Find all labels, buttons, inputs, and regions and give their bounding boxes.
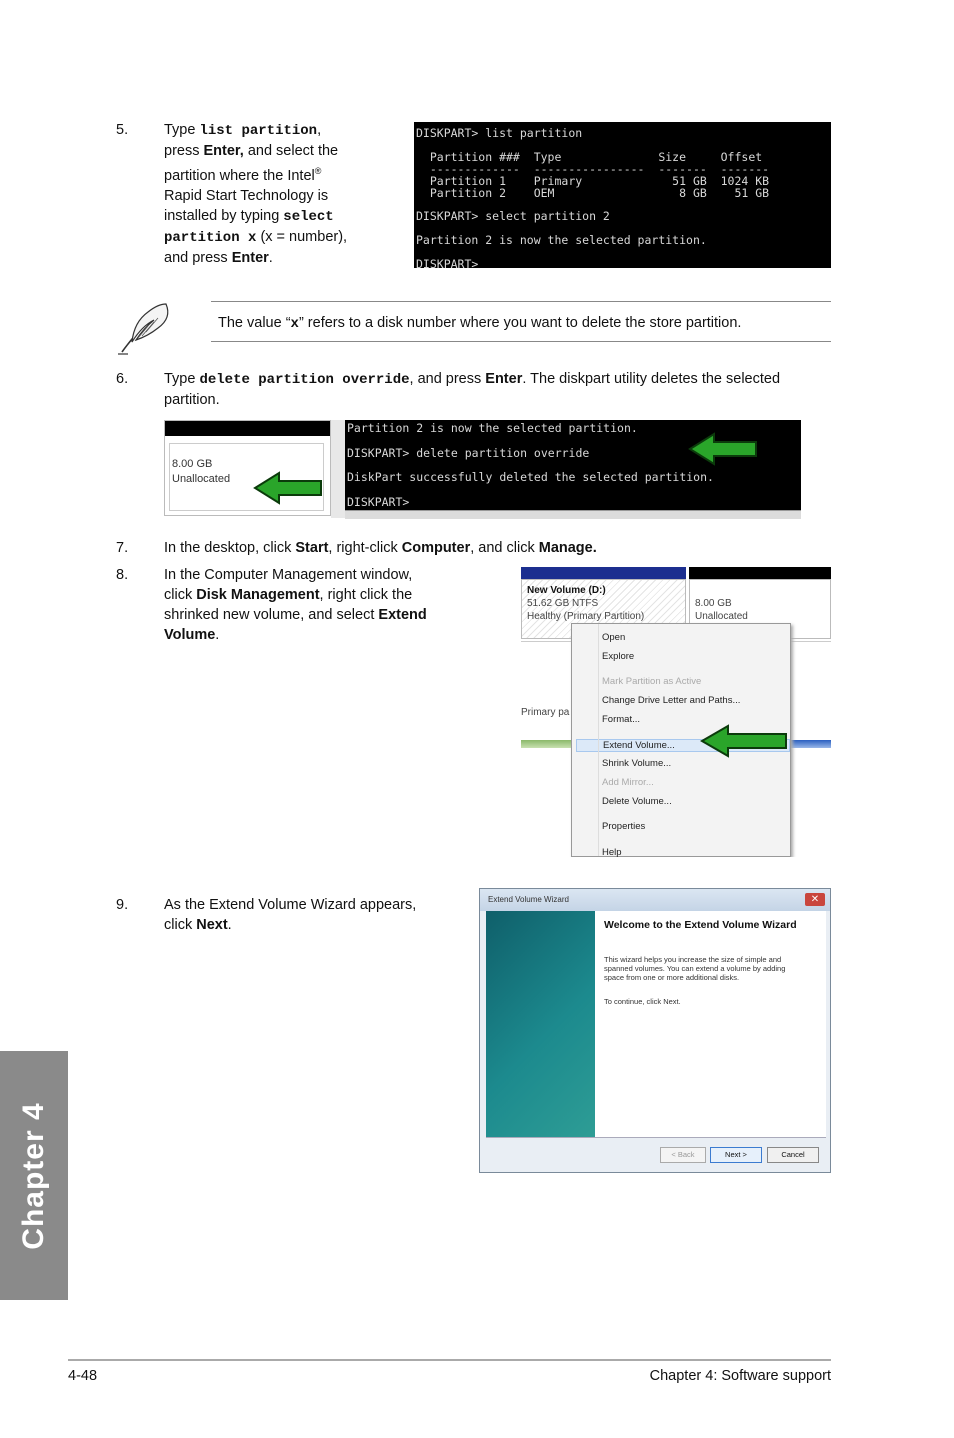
step-line xyxy=(164,141,347,161)
next-button[interactable]: Next > xyxy=(710,1147,762,1163)
divider xyxy=(331,420,346,518)
step-text-run: shrinked new volume, and select xyxy=(164,607,379,623)
terminal-line: DISKPART> xyxy=(416,256,479,268)
terminal-line: DISKPART> xyxy=(347,494,410,509)
step-text-run: Type xyxy=(164,122,200,138)
step-text-run: . xyxy=(268,249,273,266)
step-line xyxy=(164,605,427,625)
arrow-left-icon xyxy=(688,432,760,466)
disk-status: Unallocated xyxy=(172,473,231,485)
chapter-tab-label: Chapter 4 xyxy=(17,1101,50,1250)
step-number: 6. xyxy=(116,371,129,387)
step-line xyxy=(164,585,427,605)
disk-management-screenshot xyxy=(521,567,831,857)
step-number: 9. xyxy=(116,897,129,913)
wizard-content xyxy=(595,911,826,1137)
step-text-run: and press xyxy=(164,249,232,266)
note-text: The value “x” refers to a disk number where you want to delete the store partition. xyxy=(218,315,742,332)
step-text-run: Start xyxy=(295,540,329,556)
terminal-line: DISKPART> list partition xyxy=(416,126,583,140)
note-feather-icon xyxy=(114,298,174,356)
extend-volume-wizard-window xyxy=(479,888,831,1173)
step-text-run: Enter xyxy=(231,249,269,266)
chapter-tab xyxy=(0,1051,68,1300)
menu-item[interactable]: Format... xyxy=(602,714,641,725)
step-text-run: . xyxy=(227,917,232,933)
arrow-left-icon xyxy=(253,471,325,505)
step-line xyxy=(164,625,427,645)
step-text xyxy=(164,565,427,645)
wizard-titlebar xyxy=(480,889,830,911)
step-text-run: (x = number), xyxy=(256,228,348,245)
wizard-description: This wizard helps you increase the size of simple and spanned volumes. You can extend a volume by adding space from one or more additional disks. xyxy=(604,955,786,982)
step-text-run: partition where the Intel xyxy=(164,167,315,184)
step-number: 8. xyxy=(116,567,129,583)
back-button[interactable]: < Back xyxy=(660,1147,706,1163)
step-line xyxy=(164,206,347,227)
terminal-list-partition xyxy=(414,122,831,268)
arrow-left-icon xyxy=(700,724,790,758)
terminal-line: Partition 2 is now the selected partition. xyxy=(347,421,638,435)
step-line xyxy=(164,915,416,935)
step-line xyxy=(164,895,416,915)
step-text-run: Disk Management xyxy=(196,587,320,603)
terminal-line: Partition ### Type Size Offset xyxy=(416,149,763,164)
menu-item[interactable]: Explore xyxy=(602,651,635,662)
step-text-run: Manage. xyxy=(538,540,597,556)
disk-unallocated-panel xyxy=(164,420,331,516)
menu-item[interactable]: Open xyxy=(602,632,626,643)
step-line xyxy=(164,390,780,410)
step-text-run: Next xyxy=(196,917,228,933)
footer-rule xyxy=(68,1359,831,1361)
step-line xyxy=(164,248,347,268)
wizard-heading: Welcome to the Extend Volume Wizard xyxy=(604,919,797,931)
step-text-run: , and press xyxy=(409,371,486,387)
step-text-run: ® xyxy=(314,166,322,176)
wizard-continue-text: To continue, click Next. xyxy=(604,997,681,1006)
terminal-line: DiskPart successfully deleted the selected partition. xyxy=(347,470,714,485)
step-text-run: , right click the xyxy=(319,587,413,603)
step-number: 5. xyxy=(116,122,129,138)
step-text-run: delete partition override xyxy=(199,372,410,388)
disk-size: 8.00 GB xyxy=(172,458,213,470)
step-text-run: and select the xyxy=(243,143,339,159)
step-text-run: , and click xyxy=(470,540,539,556)
step-text-run: partition x xyxy=(164,229,257,246)
step-line xyxy=(164,227,347,248)
scroll-strip xyxy=(345,510,801,519)
step-text-run: installed by typing xyxy=(164,207,284,224)
step-text-run: Type xyxy=(164,371,200,387)
step-text-run: Enter, xyxy=(203,143,244,159)
menu-item[interactable]: Mark Partition as Active xyxy=(602,676,702,687)
close-icon[interactable]: ✕ xyxy=(805,893,825,906)
terminal-line: Partition 2 OEM 8 GB 51 GB xyxy=(416,185,770,200)
step-text-run: Volume xyxy=(164,627,216,643)
wizard-banner xyxy=(486,911,595,1137)
step-line xyxy=(164,120,347,141)
menu-item[interactable]: Change Drive Letter and Paths... xyxy=(602,695,741,706)
terminal-line: DISKPART> select partition 2 xyxy=(416,209,610,224)
step-text xyxy=(164,895,416,935)
step-line xyxy=(164,565,427,585)
step-text-run: click xyxy=(164,917,197,933)
new-volume-block[interactable]: New Volume (D:) 51.62 GB NTFS Healthy (Primary Partition) xyxy=(521,579,686,639)
page-number: 4-48 xyxy=(68,1368,98,1384)
cancel-button[interactable]: Cancel xyxy=(767,1147,819,1163)
wizard-title: Extend Volume Wizard xyxy=(488,895,569,904)
step-text xyxy=(164,369,780,410)
step-line xyxy=(164,369,780,390)
menu-item[interactable]: Delete Volume... xyxy=(602,796,672,807)
step-number: 7. xyxy=(116,540,129,556)
step-line xyxy=(164,186,347,206)
step-text-run: In the Computer Management window, xyxy=(164,567,413,583)
step-text-run: Computer xyxy=(401,540,471,556)
menu-item[interactable]: Add Mirror... xyxy=(602,777,654,788)
step-text xyxy=(164,120,347,268)
terminal-line: ------------- ---------------- ------- ------- xyxy=(416,161,770,176)
footer-section: Chapter 4: Software support xyxy=(649,1368,831,1384)
step-text-run: press xyxy=(164,143,204,159)
terminal-line: Partition 1 Primary 51 GB 1024 KB xyxy=(416,173,770,188)
menu-item[interactable]: Help xyxy=(602,847,622,857)
primary-label: Primary pa xyxy=(521,707,570,718)
step-text-run: . xyxy=(215,627,220,643)
step-text-run: Rapid Start Technology is xyxy=(164,187,329,204)
step-line xyxy=(164,538,597,558)
step-line xyxy=(164,161,347,186)
step-text-run: As the Extend Volume Wizard appears, xyxy=(164,897,417,913)
step-text-run: partition. xyxy=(164,392,220,408)
step-text-run: , xyxy=(317,122,322,138)
terminal-line: Partition 2 is now the selected partition. xyxy=(416,233,707,248)
step-text-run: select xyxy=(283,208,334,225)
note-rule-top xyxy=(211,301,831,302)
terminal-line: DISKPART> delete partition override xyxy=(347,445,590,460)
note-rule-bottom xyxy=(211,341,831,342)
step-text-run: In the desktop, click xyxy=(164,540,296,556)
menu-item[interactable]: Shrink Volume... xyxy=(602,758,672,769)
step-text-run: list partition xyxy=(199,123,318,139)
step-text-run: click xyxy=(164,587,197,603)
step-text-run: . The diskpart utility deletes the selected xyxy=(522,371,781,387)
menu-item[interactable]: Properties xyxy=(602,821,646,832)
unallocated-block[interactable]: 8.00 GB Unallocated xyxy=(689,579,831,639)
menu-item[interactable]: Extend Volume... xyxy=(576,739,790,752)
step-text-run: , right-click xyxy=(328,540,402,556)
step-text-run: Enter xyxy=(485,371,523,387)
step-text xyxy=(164,538,597,558)
step-text-run: Extend xyxy=(378,607,427,623)
